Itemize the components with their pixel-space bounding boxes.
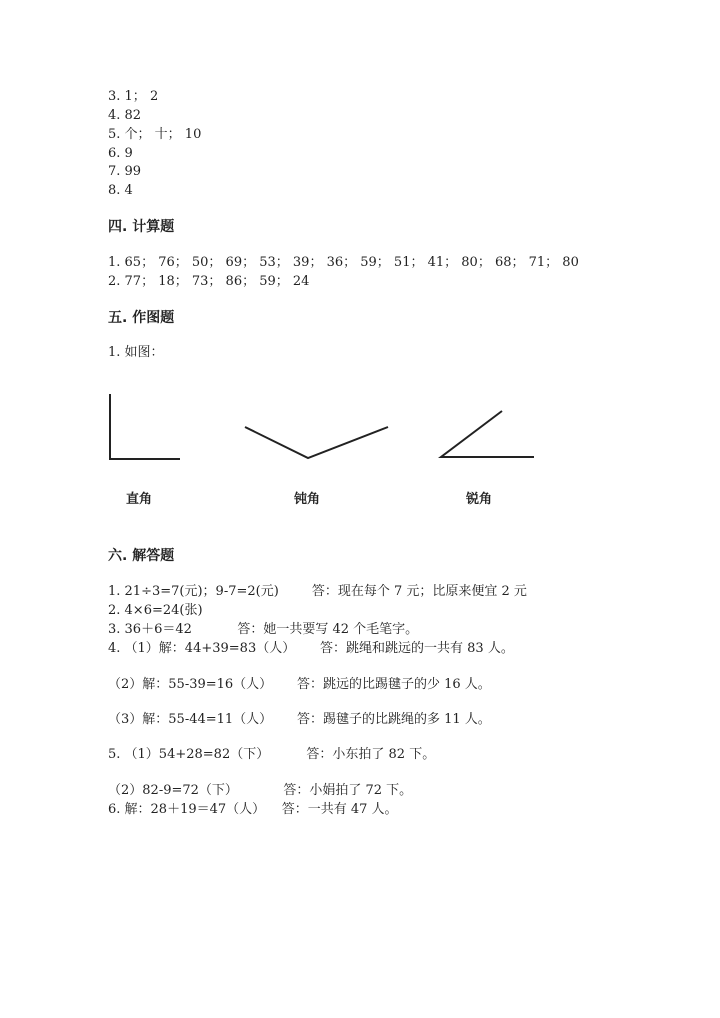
answer-4-1: 1. 65； 76； 50； 69； 53； 39； 36； 59； 51； 41； 80； 68； 71； 80 [108,255,579,270]
answer-6-1: 1. 21÷3=7(元)；9-7=2(元) 答：现在每个 7 元；比原来便宜 2 元 [108,584,527,599]
answer-6-6: 6. 解：28＋19＝47（人） 答：一共有 47 人。 [108,802,398,817]
acute-angle-label: 锐角 [466,492,493,507]
section-6-heading: 六. 解答题 [108,548,175,564]
answer-6-4-1: 4. （1）解：44+39=83（人） 答：跳绳和跳远的一共有 83 人。 [108,641,514,656]
answer-3-7: 7. 99 [108,164,142,179]
angle-figures [0,380,720,480]
obtuse-angle-lines [245,427,388,458]
answer-6-3: 3. 36＋6＝42 答：她一共要写 42 个毛笔字。 [108,622,419,637]
right-angle-figure [110,394,180,459]
answer-3-5: 5. 个； 十； 10 [108,127,202,142]
answer-6-4-3: （3）解：55-44=11（人） 答：踢毽子的比跳绳的多 11 人。 [108,712,491,727]
right-angle-lines [110,394,180,459]
answer-6-5-2: （2）82-9=72（下） 答：小娟拍了 72 下。 [108,783,413,798]
answer-6-4-2: （2）解：55-39=16（人） 答：跳远的比踢毽子的少 16 人。 [108,677,491,692]
answer-3-4: 4. 82 [108,108,142,123]
right-angle-label: 直角 [126,492,153,507]
answer-5-1: 1. 如图： [108,345,164,360]
obtuse-angle-figure [245,427,388,458]
section-5-heading: 五. 作图题 [108,310,175,326]
answer-3-8: 8. 4 [108,183,133,198]
acute-angle-figure [441,411,534,457]
answer-6-2: 2. 4×6=24(张) [108,603,203,618]
section-4-heading: 四. 计算题 [108,219,175,235]
answer-3-3: 3. 1； 2 [108,89,159,104]
acute-angle-lines [441,411,534,457]
obtuse-angle-label: 钝角 [294,492,321,507]
answer-4-2: 2. 77； 18； 73； 86； 59； 24 [108,274,310,289]
answer-3-6: 6. 9 [108,146,133,161]
answer-6-5-1: 5. （1）54+28=82（下） 答：小东拍了 82 下。 [108,747,436,762]
